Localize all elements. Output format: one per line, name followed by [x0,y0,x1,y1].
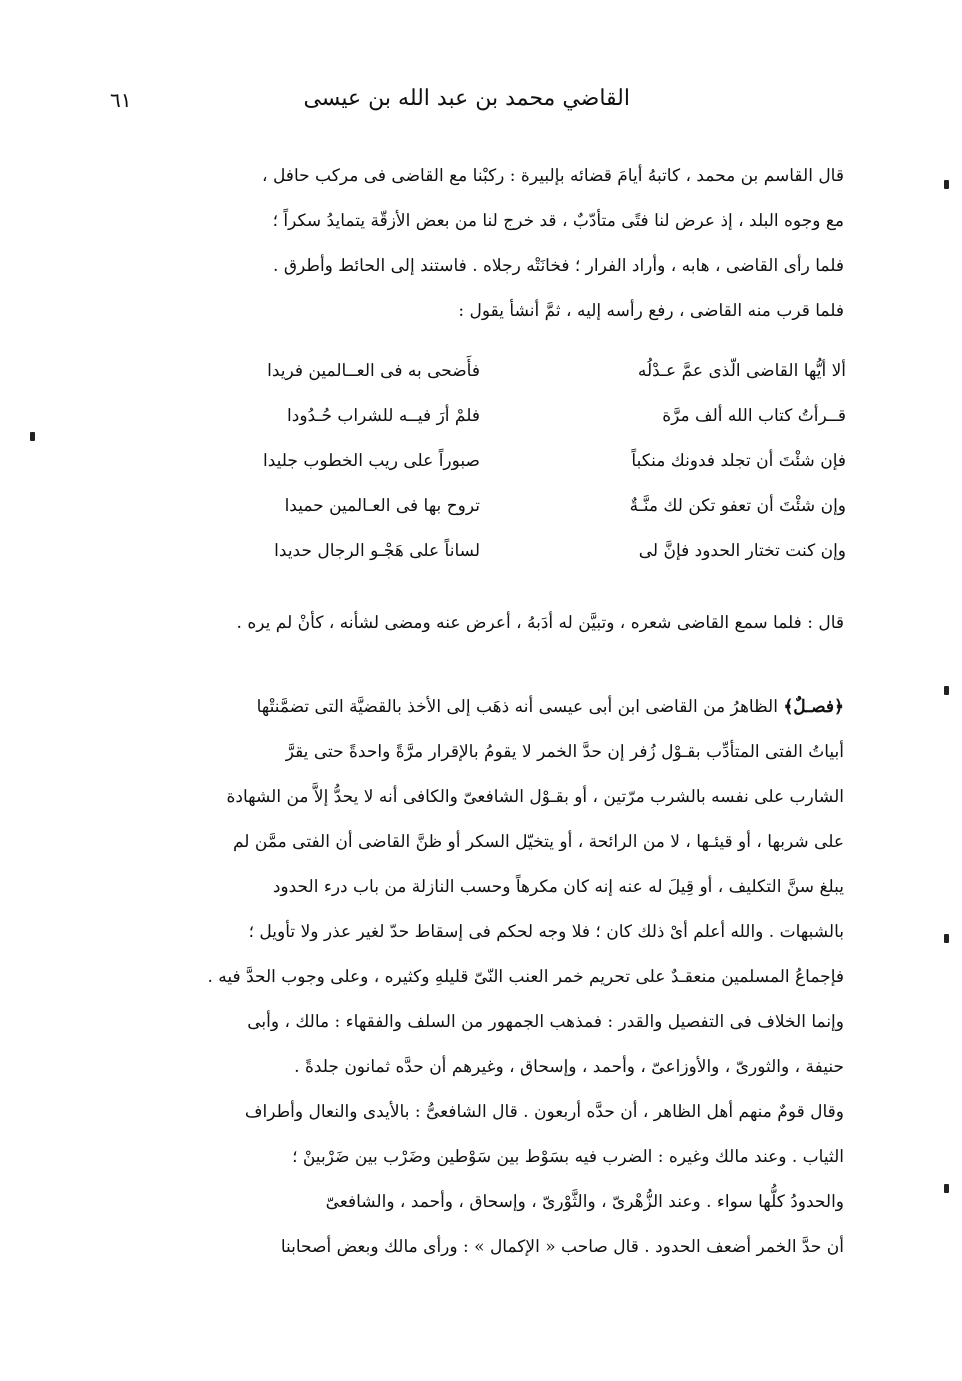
poem-verse [140,439,846,484]
section-line: حنيفة ، والثورىّ ، والأوزاعىّ ، وأحمد ، وإسحاق ، وغيرهم أن حدَّه ثمانون جلدةً . [294,1057,844,1077]
verse-first-hemistich: ألا أيُّها القاضى الّذى عمَّ عـدْلُه [637,361,846,381]
poem-verse [140,349,846,394]
poem [140,349,846,574]
margin-mark [30,432,35,441]
verse-first-hemistich: وإن شئْتَ أن تعفو تكن لك منَّـةٌ [629,496,846,516]
poem-verse [140,529,846,574]
verse-second-hemistich: فأَضحى به فى العــالمين فريدا [267,361,480,381]
verse-first-hemistich: وإن كنت تختار الحدود فإنَّ لى [638,541,846,561]
verse-second-hemistich: تروح بها فى العـالمين حميدا [284,496,480,516]
closing-paragraph [108,601,844,646]
intro-line: فلما قرب منه القاضى ، رفع رأسه إليه ، ثمَّ أنشأ يقول : [458,301,844,321]
verse-first-hemistich: فإن شئْتَ أن تجلد فدونك منكباً [631,451,846,471]
section-paragraph [108,685,844,1270]
page-number: ٦١ [110,88,132,112]
verse-second-hemistich: صبوراً على ريب الخطوب جليدا [263,451,480,471]
intro-paragraph [108,154,844,334]
section-label: ﴿فصـلٌ﴾ [783,697,844,717]
section-line: بالشبهات . والله أعلم أىْ ذلك كان ؛ فلا وجه لحكم فى إسقاط حدّ لغير عذر ولا تأويل ؛ [248,922,844,942]
section-line: الشارب على نفسه بالشرب مرّتين ، أو بقـوْل الشافعىّ والكافى أنه لا يحدُّ إلاَّ من الشهادة [226,787,844,807]
section-line-text: الظاهرُ من القاضى ابن أبى عيسى أنه ذهَب إلى الأخذ بالقضيَّة التى تضمَّنتْها [256,697,778,717]
verse-second-hemistich: لساناً على هَجْـو الرجال حديدا [274,541,480,561]
section-line: وقال قومٌ منهم أهل الظاهر ، أن حدَّه أربعون . قال الشافعىُّ : بالأيدى والنعال وأطراف [244,1102,844,1122]
section-first-line [108,685,844,730]
section-line: وإنما الخلاف فى التفصيل والقدر : فمذهب الجمهور من السلف والفقهاء : مالك ، وأبى [247,1012,844,1032]
intro-line: قال القاسم بن محمد ، كاتبهُ أيامَ قضائه بإلبيرة : ركبْنا مع القاضى فى مركب حافل ، [262,166,844,186]
poem-verse [140,394,846,439]
verse-second-hemistich: فلمْ أرَ فيــه للشراب حُـدُودا [287,406,480,426]
section-line: على شربها ، أو قيئـها ، لا من الرائحة ، أو يتخيّل السكر أو ظنَّ القاضى أن الفتى ممَّن لم [232,832,844,852]
margin-mark [944,686,949,695]
closing-line: قال : فلما سمع القاضى شعره ، وتبيَّن له أدَبهُ ، أعرض عنه ومضى لشأنه ، كأنْ لم يره . [236,613,844,633]
poem-verse [140,484,846,529]
section-line: أن حدَّ الخمر أضعف الحدود . قال صاحب « الإكمال » : ورأى مالك وبعض أصحابنا [280,1237,844,1257]
intro-line: فلما رأى القاضى ، هابه ، وأراد الفرار ؛ فخانَتْه رجلاه . فاستند إلى الحائط وأطرق . [273,256,844,276]
section-line: أبياتُ الفتى المتأدِّب بقـوْل زُفر إن حدَّ الخمر لا يقومُ بالإقرار مرَّةً واحدةً حتى يقرَّ [285,742,844,762]
section-line: الثياب . وعند مالك وغيره : الضرب فيه بسَوْط بين سَوْطين وضَرْب بين ضَرْبينْ ؛ [292,1147,844,1167]
margin-mark [944,934,949,943]
section-line: يبلغ سنَّ التكليف ، أو قِيلَ له عنه إنه كان مكرهاً وحسب النازلة من باب درء الحدود [272,877,844,897]
section-line: والحدودُ كلُّها سواء . وعند الزُّهْرىّ ، والثَّوْرىّ ، وإسحاق ، وأحمد ، والشافعىّ [325,1192,844,1212]
intro-line: مع وجوه البلد ، إذ عرض لنا فتًى متأدّبٌ ، قد خرج لنا من بعض الأزقّة يتمايدُ سكراً ؛ [272,211,844,231]
verse-first-hemistich: قــرأتُ كتاب الله ألف مرَّة [662,406,846,426]
margin-mark [944,1184,949,1193]
running-title: القاضي محمد بن عبد الله بن عيسى [303,86,630,111]
margin-mark [944,180,949,189]
section-line: فإجماعُ المسلمين منعقـدٌ على تحريم خمر العنب النّىّ قليلهِ وكثيره ، وعلى وجوب الحدَّ فيه . [207,967,844,987]
page-header [110,84,840,124]
